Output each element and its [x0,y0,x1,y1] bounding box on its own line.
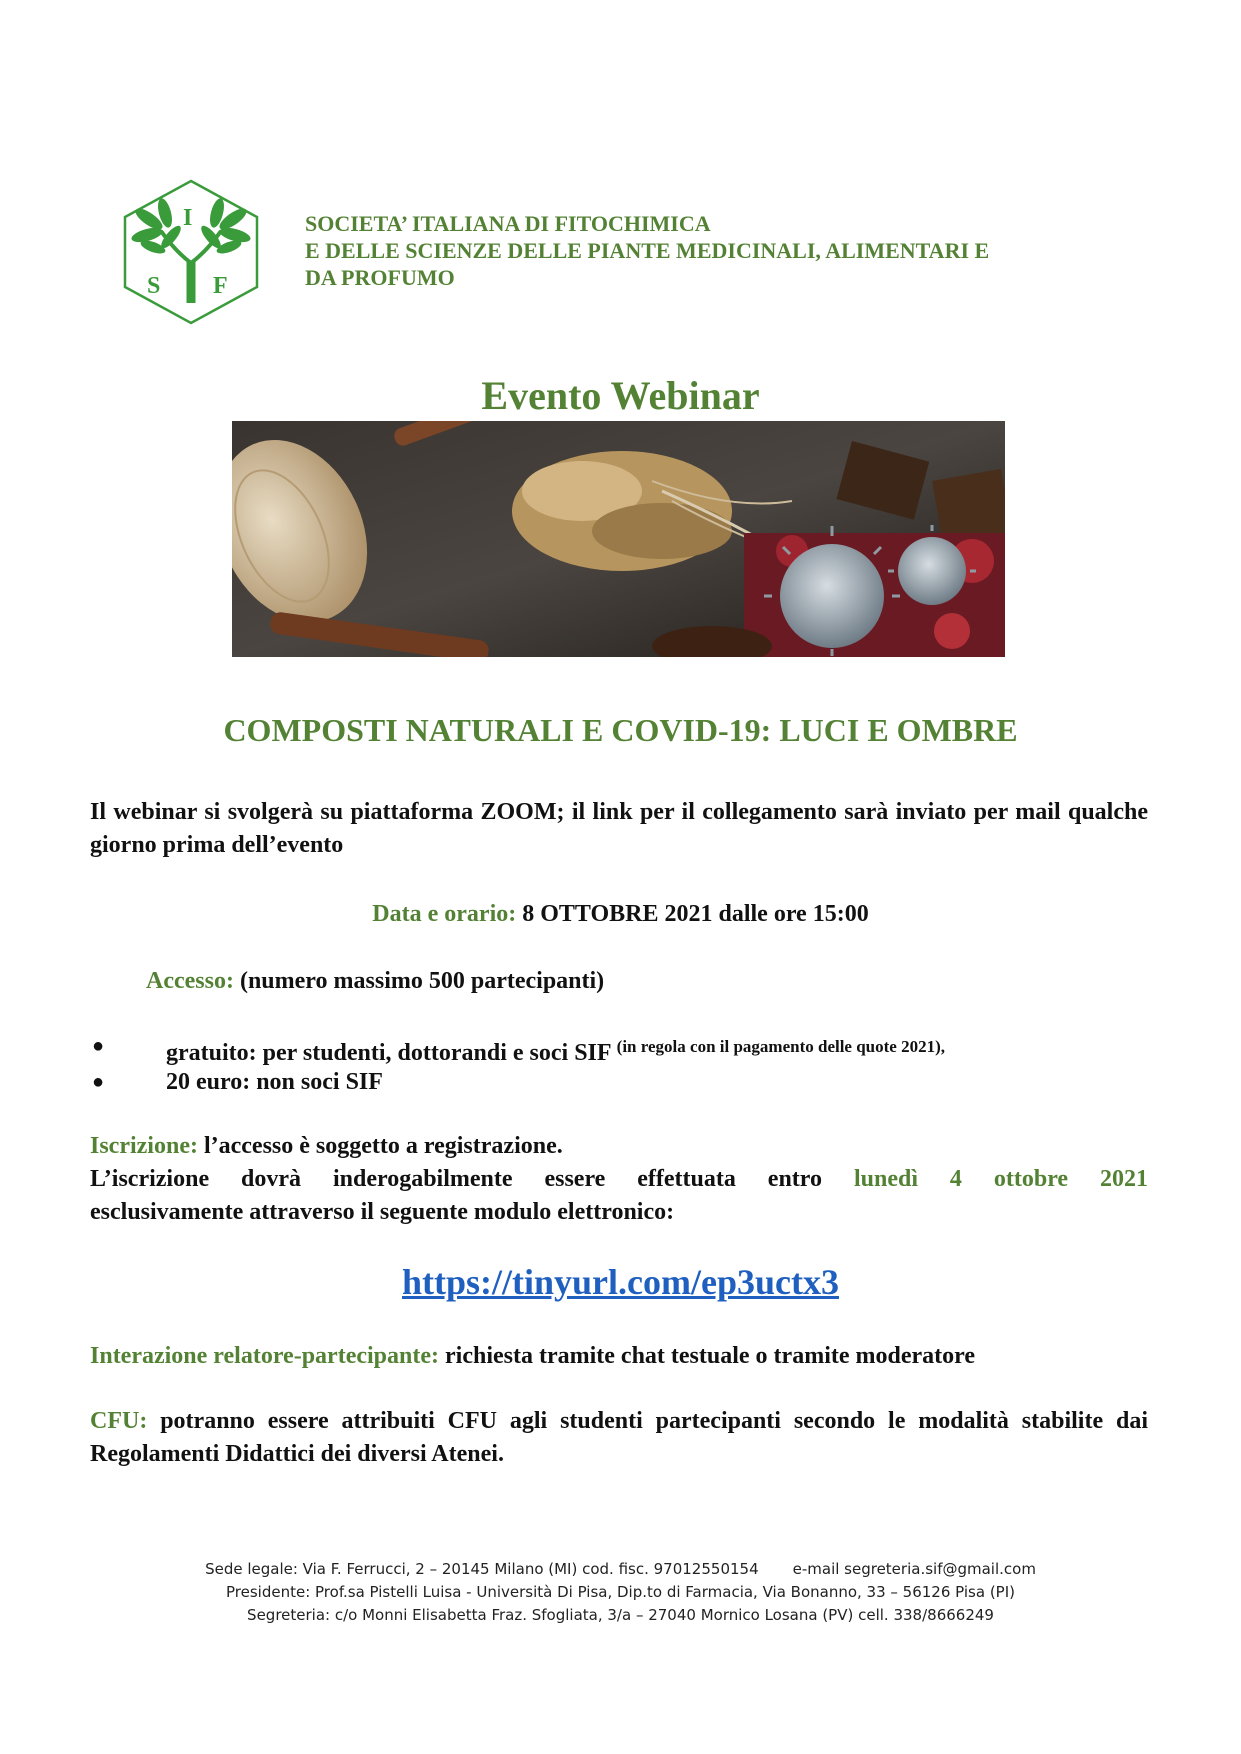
org-name-line-2: E DELLE SCIENZE DELLE PIANTE MEDICINALI, ALIMENTARI E [305,238,990,263]
interaction-value: richiesta tramite chat testuale o tramite moderatore [439,1343,976,1369]
registration-link[interactable]: https://tinyurl.com/ep3uctx3 [402,1262,839,1302]
cfu-label: CFU: [90,1408,148,1434]
footer [0,1558,1241,1627]
access-line [146,965,1146,998]
list-item [90,1030,1150,1066]
registration-section [90,1130,1148,1229]
registration-line-2 [90,1163,1148,1196]
footer-legal-address: Sede legale: Via F. Ferrucci, 2 – 20145 Milano (MI) cod. fisc. 97012550154 [205,1560,759,1578]
footer-line-3: Segreteria: c/o Monni Elisabetta Fraz. Sfogliata, 3/a – 27040 Mornico Losana (PV) cell. 338/8666249 [247,1606,994,1624]
event-banner-image [232,421,1005,657]
date-value: 8 OTTOBRE 2021 dalle ore 15:00 [516,901,869,927]
logo-letter-f: F [213,273,228,299]
bullet-icon: ● [92,1035,105,1057]
registration-deadline: lunedì 4 ottobre 2021 [853,1166,1148,1192]
intro-paragraph: Il webinar si svolgerà su piattaforma ZOOM; il link per il collegamento sarà inviato per mail qualche giorno prima dell’evento [90,799,1148,858]
interaction-label: Interazione relatore-partecipante: [90,1343,439,1369]
org-name-line-1: SOCIETA’ ITALIANA DI FITOCHIMICA [305,211,711,236]
cfu-value: potranno essere attribuiti CFU agli studenti partecipanti secondo le modalità stabilite dai Regolamenti Didattici dei diversi Atenei. [90,1408,1148,1467]
cfu-paragraph [90,1405,1148,1471]
sif-plant-logo-icon [121,179,261,325]
date-line [0,898,1241,931]
registration-label: Iscrizione: [90,1133,198,1159]
org-name-line-3: DA PROFUMO [305,265,455,290]
logo-letter-i: I [183,205,193,231]
registration-line-1 [90,1130,1148,1163]
registration-deadline-intro: L’iscrizione dovrà inderogabilmente essere effettuata entro [90,1166,823,1192]
interaction-line [90,1340,1150,1373]
fee-note: (in regola con il pagamento delle quote 2021), [616,1037,946,1056]
sif-logo [121,179,261,325]
registration-text: l’accesso è soggetto a registrazione. [197,1133,563,1159]
fee-text: 20 euro: non soci SIF [166,1069,383,1095]
registration-link-wrap [0,1261,1241,1303]
access-label: Accesso: [146,968,234,994]
event-title: COMPOSTI NATURALI E COVID-19: LUCI E OMBRE [223,712,1018,748]
logo-letter-s: S [147,273,161,299]
dried-herbs-and-virus-photo [232,421,1005,657]
footer-line-1 [0,1558,1241,1581]
event-type-heading: Evento Webinar [481,373,760,418]
fee-list [90,1030,1150,1102]
bullet-icon: ● [92,1071,105,1093]
date-label: Data e orario: [372,901,517,927]
list-item [90,1066,1150,1102]
fee-text: gratuito: per studenti, dottorandi e soci SIF [166,1040,611,1066]
footer-email: e-mail segreteria.sif@gmail.com [792,1560,1036,1578]
registration-line-3: esclusivamente attraverso il seguente modulo elettronico: [90,1199,675,1225]
access-value: (numero massimo 500 partecipanti) [233,968,605,994]
footer-line-2: Presidente: Prof.sa Pistelli Luisa - Università Di Pisa, Dip.to di Farmacia, Via Bonanno, 33 – 56126 Pisa (PI) [226,1583,1015,1601]
organization-name [305,210,1125,291]
